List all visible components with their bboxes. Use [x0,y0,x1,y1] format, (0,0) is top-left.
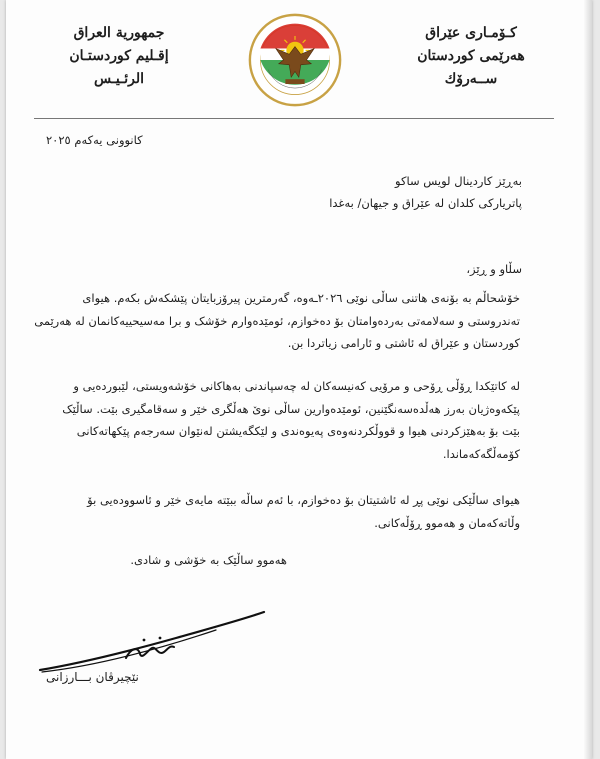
signatory-name: نێچیرڤان بـــارزانی [46,670,139,684]
header-arabic-line-3: الرئـيـس [93,71,145,87]
paragraph-2-line-1: لە کاتێکدا ڕۆڵی ڕۆحی و مرۆیی کەنیسەکان لە چەسپاندنی بەهاکانی خۆشەویستی، لێبوردەیی و [73,379,520,393]
paragraph-3-line-1: هیوای ساڵێکی نوێی پڕ لە ئاشتیتان بۆ دەخوازم، با ئەم ساڵە ببێتە مایەی خێر و ئاسوودەیی بۆ [87,493,520,507]
paragraph-2-line-2: پێکەوەژیان بەرز هەڵدەسەنگێنین، ئومێدەوارین ساڵی نوێ هەڵگری خێر و سەقامگیری بێت. ساڵێک [62,401,520,416]
header-kurdish [386,22,556,91]
paragraph-2-line-4: کۆمەڵگەکەماندا. [442,446,520,461]
closing-line: هەموو ساڵێک بە خۆشی و شادی. [130,553,287,567]
salutation: سڵاو و ڕێز، [466,262,522,276]
paragraph-1 [34,287,520,355]
letter-page [6,0,592,759]
paragraph-3 [87,489,520,534]
paragraph-1-line-1: خۆشحاڵم بە بۆنەی هاتنی ساڵی نوێی ٢٠٢٦ـەوە، گەرمترین پیرۆزبایتان پێشکەش بکەم. هیوای [82,291,520,305]
header-arabic-line-2: إقـليم كوردستـان [69,48,169,64]
header-arabic-line-1: جمهورية العراق [73,25,165,41]
header-kurdish-line-3: ســەرۆك [444,71,498,87]
recipient-line-1: بەڕێز کاردینال لویس ساکو [395,174,522,188]
paragraph-3-line-2: وڵاتەکەمان و هەموو ڕۆڵەکانی. [374,515,520,530]
header-kurdish-line-1: كـۆمـاری عێراق [425,25,517,41]
paragraph-2 [62,375,520,465]
paragraph-1-line-3: کوردستان و عێراق لە ئاشتی و ئارامی زیاتردا بن. [287,336,520,350]
paragraph-1-line-2: تەندروستی و سەلامەتی بەردەوامتان بۆ دەخوازم، ئومێدەوارم خۆشک و برا مەسیحییەکانمان لە هەرێمی [34,313,520,328]
handwritten-signature [36,600,271,680]
header-arabic [34,22,204,91]
header-divider [34,118,554,119]
paragraph-2-line-3: بێت بۆ بەهێزکردنی هیوا و قووڵکردنەوەی پەیوەندی و لێکگەیشتن لەنێوان سەرجەم پێکهاتەکانی [76,424,520,438]
recipient-block [329,170,522,214]
page-edge-shadow [584,0,592,759]
letter-date: کانوونی یەکەم ٢٠٢٥ [46,133,143,147]
recipient-line-2: پاتریارکی کلدان لە عێراق و جیهان/ بەغدا [329,196,522,210]
header-kurdish-line-2: هەرێمی کوردستان [417,48,525,64]
kurdistan-presidency-emblem [247,12,343,108]
